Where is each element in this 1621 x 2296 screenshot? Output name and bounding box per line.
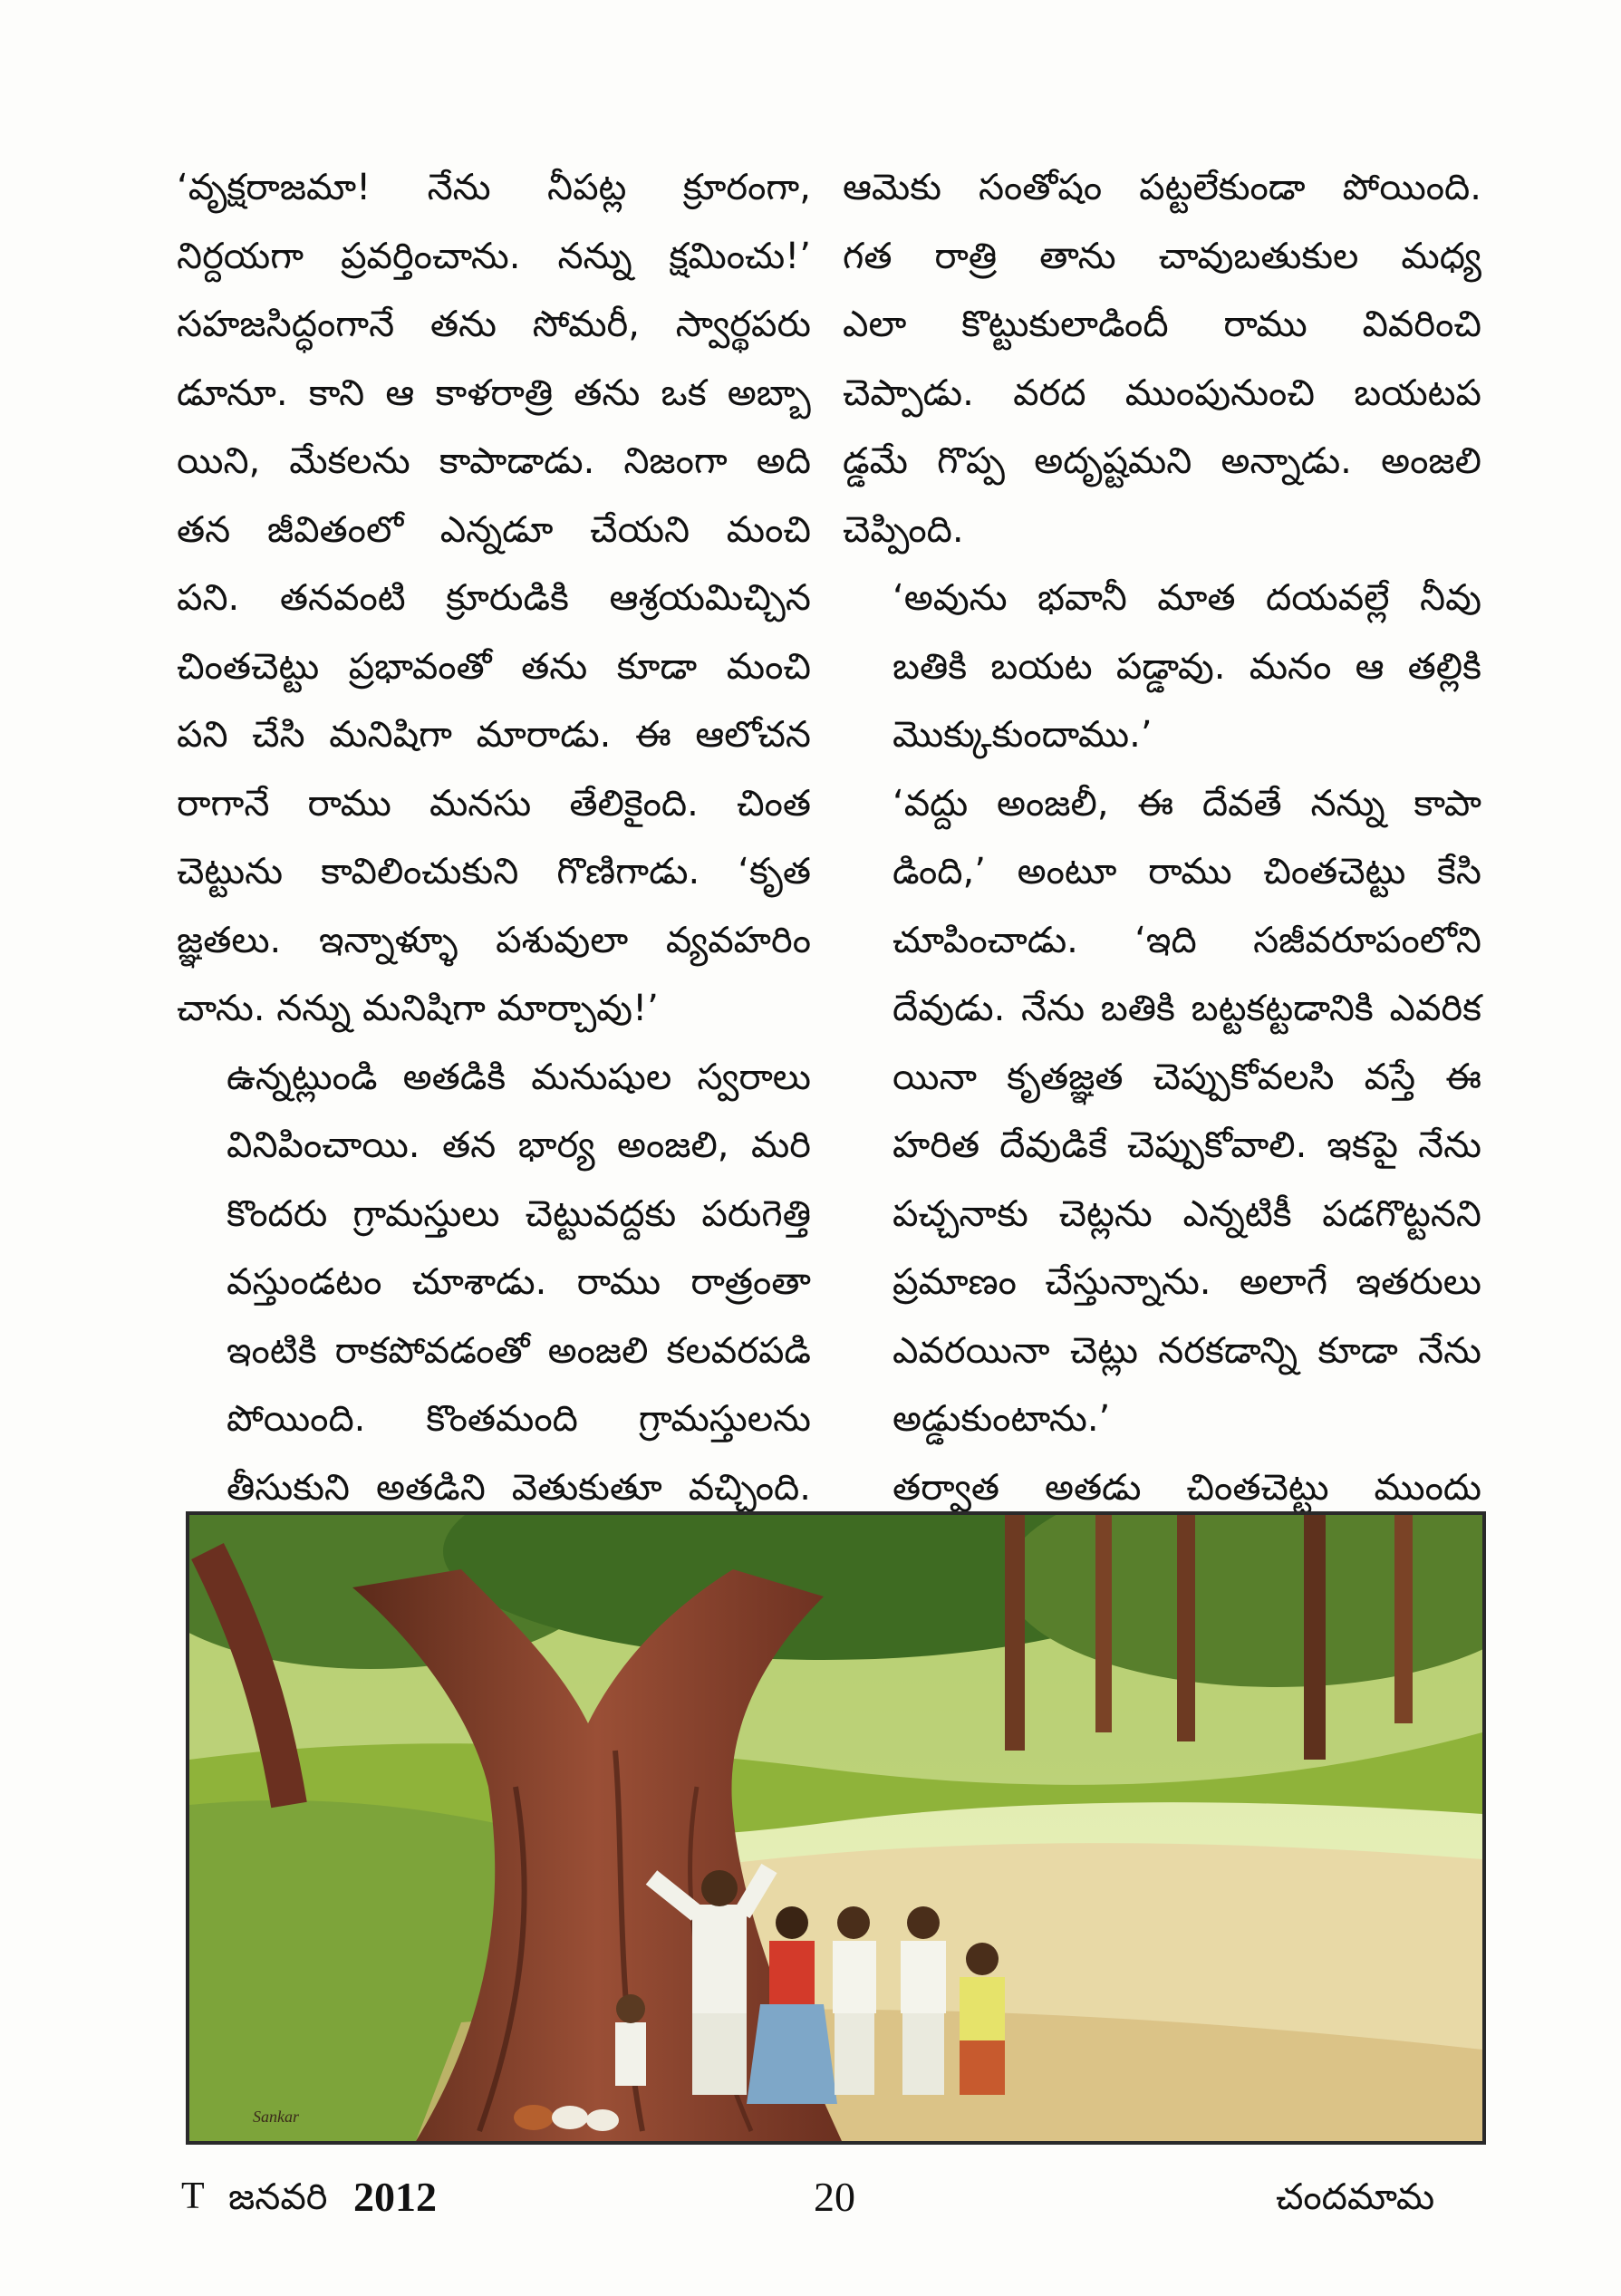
paragraph [843,564,1481,770]
text-line: మొక్కుకుందాము.’ [893,714,1153,756]
paragraph [843,770,1481,1454]
text-line: ఎవరయినా చెట్లు నరకడాన్ని కూడా నేను [893,1329,1481,1372]
text-line: యినా కృతజ్ఞత చెప్పుకోవలసి వస్తే ఈ [893,1056,1481,1098]
artist-signature: Sankar [253,2108,299,2126]
footer-mark: T [181,2175,205,2217]
left-text-column [177,154,811,1591]
text-line: చాను. నన్ను మనిషిగా మార్చావు!’ [177,988,659,1029]
magazine-name: చందమామ [1276,2176,1435,2218]
text-line: ఇంటికి రాకపోవడంతో అంజలి కలవరపడి [227,1329,811,1372]
paragraph [177,154,811,1044]
text-line: గత రాత్రి తాను చావుబతుకుల మధ్య [843,235,1481,277]
text-line: డింది,’ అంటూ రాము చింతచెట్టు కేసి [893,851,1481,892]
text-line: పోయింది. కొంతమంది గ్రామస్తులను [227,1398,811,1440]
text-line: ప్రమాణం చేస్తున్నాను. అలాగే ఇతరులు [893,1261,1481,1303]
paragraph [177,1044,811,1591]
text-line: ‘వృక్షరాజమా! నేను నీపట్ల క్రూరంగా, [177,167,811,208]
text-line: అడ్డుకుంటాను.’ [893,1398,1111,1440]
story-illustration [186,1511,1486,2145]
text-line: ఉన్నట్లుండి అతడికి మనుషుల స్వరాలు [227,1056,811,1098]
text-line: జ్ఞతలు. ఇన్నాళ్ళూ పశువులా వ్యవహరిం [177,919,811,961]
text-line: బతికి బయట పడ్డావు. మనం ఆ తల్లికి [893,645,1481,688]
text-line: దేవుడు. నేను బతికి బట్టకట్టడానికి ఎవరిక [893,988,1481,1029]
text-line: రాగానే రాము మనసు తేలికైంది. చింత [177,782,811,825]
text-line: చూపించాడు. ‘ఇది సజీవరూపంలోని [893,919,1481,961]
text-line: చెప్పాడు. వరద ముంపునుంచి బయటప [843,371,1481,414]
text-line: ‘వద్దు అంజలీ, ఈ దేవతే నన్ను కాపా [893,782,1481,825]
text-line: హరిత దేవుడికే చెప్పుకోవాలి. ఇకపై నేను [893,1124,1481,1166]
text-line: వినిపించాయి. తన భార్య అంజలి, మరి [227,1124,811,1166]
text-line: ఆమెకు సంతోషం పట్టలేకుండా పోయింది. [843,167,1481,208]
text-line: చెప్పింది. [843,508,964,551]
text-line: నిర్దయగా ప్రవర్తించాను. నన్ను క్షమించు!’ [177,235,811,277]
text-line: డ్డమే గొప్ప అదృష్టమని అన్నాడు. అంజలి [843,440,1481,482]
text-line: చెట్టును కావిలించుకుని గొణిగాడు. ‘కృత [177,851,811,892]
text-line: తీసుకుని అతడిని వెతుకుతూ వచ్చింది. [227,1466,811,1509]
text-line: సహజసిద్ధంగానే తను సోమరీ, స్వార్థపరు [177,304,811,345]
text-line: యిని, మేకలను కాపాడాడు. నిజంగా అది [177,440,811,482]
footer-year: 2012 [353,2174,437,2220]
text-line: వస్తుండటం చూశాడు. రాము రాత్రంతా [227,1261,811,1303]
text-line: చింతచెట్టు ప్రభావంతో తను కూడా మంచి [177,645,811,688]
text-line: తన జీవితంలో ఎన్నడూ చేయని మంచి [177,508,811,551]
text-line: పని. తనవంటి క్రూరుడికి ఆశ్రయమిచ్చిన [177,577,811,619]
text-line: ‘అవును భవానీ మాత దయవల్లే నీవు [893,577,1481,619]
right-text-column [843,154,1481,1591]
text-line: కొందరు గ్రామస్తులు చెట్టువద్దకు పరుగెత్తి [227,1192,811,1235]
text-line: పని చేసి మనిషిగా మారాడు. ఈ ఆలోచన [177,714,811,756]
page-number: 20 [814,2174,855,2220]
footer-month: జనవరి [228,2176,328,2218]
paragraph [843,154,1481,564]
text-line: డూనూ. కాని ఆ కాళరాత్రి తను ఒక అబ్బా [177,371,811,414]
text-line: పచ్చనాకు చెట్లను ఎన్నటికీ పడగొట్టనని [893,1192,1481,1235]
text-line: తర్వాత అతడు చింతచెట్టు ముందు [893,1466,1481,1509]
text-line: ఎలా కొట్టుకులాడిందీ రాము వివరించి [843,304,1481,345]
